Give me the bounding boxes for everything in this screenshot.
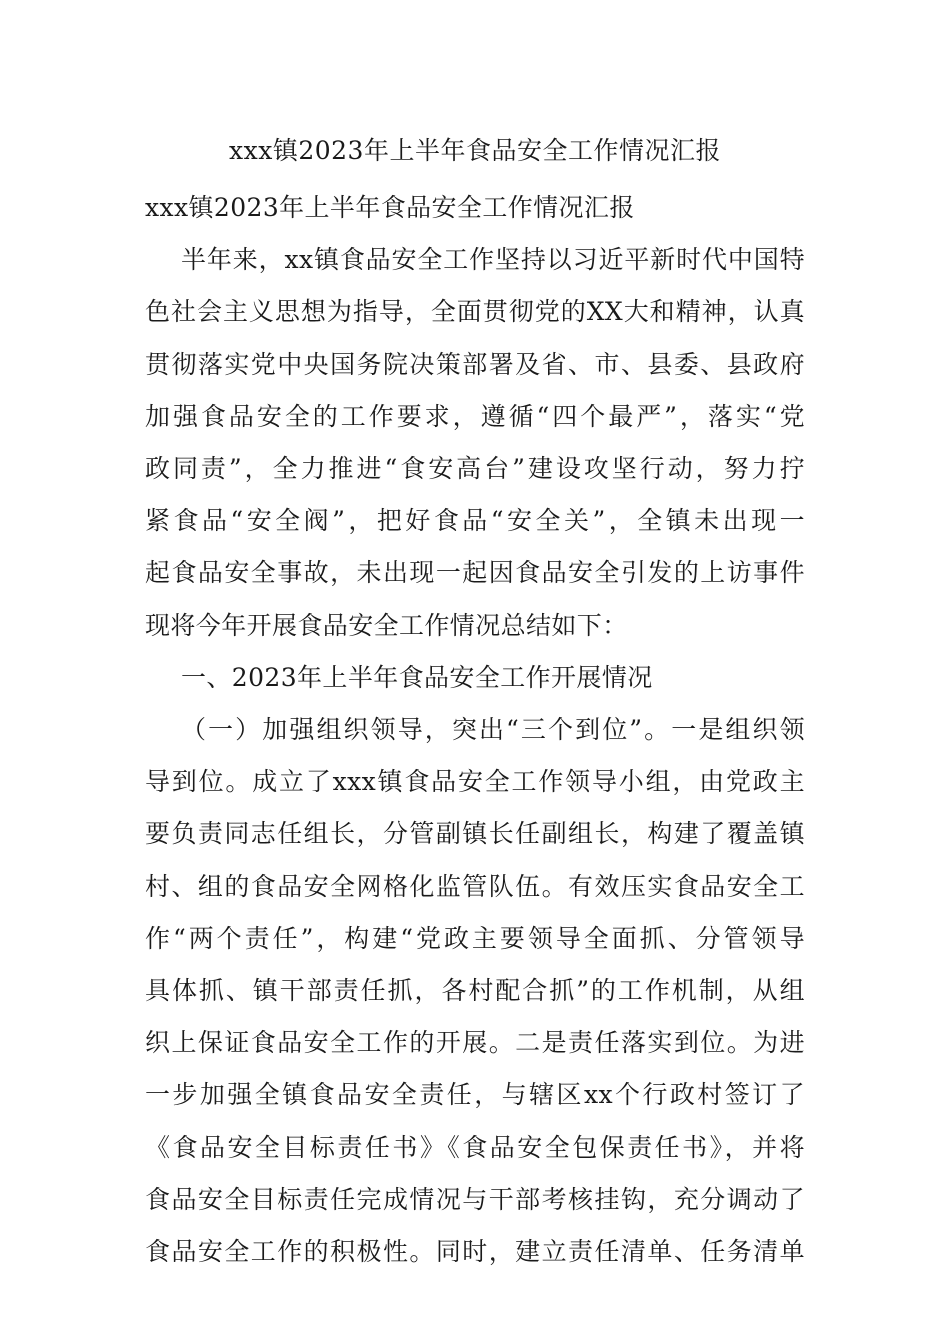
document-body bbox=[145, 182, 805, 1278]
text-line: 贯彻落实党中央国务院决策部署及省、市、县委、县政府 bbox=[145, 349, 805, 379]
text-line: 《食品安全目标责任书》《食品安全包保责任书》，并将 bbox=[145, 1132, 805, 1162]
text-line: 食品安全目标责任完成情况与干部考核挂钩，充分调动了 bbox=[145, 1184, 805, 1214]
text-line: （一）加强组织领导，突出“三个到位”。一是组织领 bbox=[181, 715, 805, 745]
document-title: xxx镇2023年上半年食品安全工作情况汇报 bbox=[229, 136, 721, 165]
text-line: 导到位。成立了xxx镇食品安全工作领导小组，由党政主 bbox=[145, 767, 805, 797]
text-line: 作“两个责任”，构建“党政主要领导全面抓、分管领导 bbox=[145, 923, 805, 953]
text-line: 加强食品安全的工作要求，遵循“四个最严”，落实“党 bbox=[145, 401, 805, 431]
text-line: 食品安全工作的积极性。同时，建立责任清单、任务清单 bbox=[145, 1237, 805, 1267]
text-line: 色社会主义思想为指导，全面贯彻党的XX大和精神，认真 bbox=[145, 297, 805, 327]
body-paragraphs bbox=[145, 182, 805, 1278]
text-line: 现将今年开展食品安全工作情况总结如下： bbox=[145, 610, 628, 640]
text-line: 要负责同志任组长，分管副镇长任副组长，构建了覆盖镇 bbox=[145, 819, 805, 849]
text-line: 村、组的食品安全网格化监管队伍。有效压实食品安全工 bbox=[145, 871, 805, 901]
text-line: 政同责”，全力推进“食安高台”建设攻坚行动，努力拧 bbox=[145, 454, 805, 484]
text-line: 紧食品“安全阀”，把好食品“安全关”，全镇未出现一 bbox=[145, 506, 805, 536]
text-line: 织上保证食品安全工作的开展。二是责任落实到位。为进 bbox=[145, 1028, 805, 1058]
text-line: 具体抓、镇干部责任抓，各村配合抓”的工作机制，从组 bbox=[145, 976, 805, 1006]
text-line: xxx镇2023年上半年食品安全工作情况汇报 bbox=[145, 193, 635, 222]
text-line: 一、2023年上半年食品安全工作开展情况 bbox=[181, 662, 653, 692]
text-line: 一步加强全镇食品安全责任，与辖区xx个行政村签订了 bbox=[145, 1080, 805, 1110]
text-line: 半年来，xx镇食品安全工作坚持以习近平新时代中国特 bbox=[181, 245, 805, 275]
text-line: 起食品安全事故，未出现一起因食品安全引发的上访事件 bbox=[145, 558, 805, 588]
